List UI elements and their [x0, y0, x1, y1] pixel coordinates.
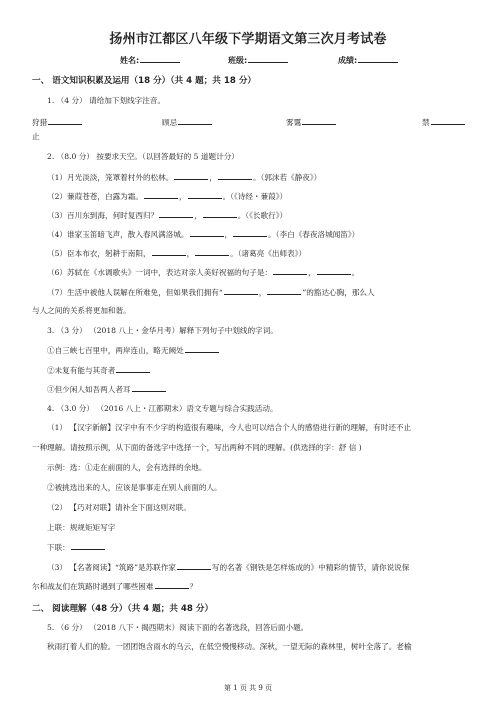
q1-stem: 1. （4 分） 请给加下划线字注音。 — [47, 96, 166, 105]
section-1-heading: 一、 语文知识积累及运用（18 分）（共 4 题；共 18 分） — [32, 76, 257, 86]
q1-item-2: 顾忌 — [162, 117, 213, 128]
score-blank[interactable] — [358, 55, 398, 63]
q4-upper-couplet: 上联：规规矩矩写字 — [47, 523, 116, 532]
q1-item-3: 雾霭 — [286, 117, 337, 128]
q4-part1-a: （1） 【汉字新解】汉字中有不少字的构造很有趣味，今人也可以结合个人的感悟进行新的理解，有时还不止 — [47, 423, 412, 432]
q4-part2: （2） 【巧对对联】请补全下面这则对联。 — [47, 503, 191, 512]
q4-lower-couplet: 下联： — [47, 542, 106, 553]
q2-line-2: （2）蒹葭苍苍，白露为霜。 ， 。（《诗经・蒹葭》） — [47, 192, 288, 201]
q4-part3-a: （3） 【名著阅读】“筑路”是苏联作家 写的名著《钢铁是怎样炼成的》中精彩的情节，请你说说保 — [47, 563, 410, 572]
name-blank[interactable] — [140, 55, 180, 63]
q3-item-c: ③但少闲人如吾两人者耳 — [47, 384, 167, 395]
q4-example-2: ②被挑选出来的人，应该是事事走在别人前面的人。 — [47, 483, 222, 492]
page-footer: 第 1 页 共 9 页 — [223, 684, 273, 692]
q3-item-b: ②未复有能与其奇者 — [47, 365, 151, 376]
q2-line-7-cont: 与人之间的关系将更加和谐。 — [32, 306, 131, 315]
q4-part1-b: 一种理解。请按照示例，从下面的备选字中选择一个，写出两种不同的理解。(供选择的字：舒 信 ) — [32, 443, 362, 452]
q3-item-a: ①自三峡七百里中，两岸连山，略无阙处 — [47, 345, 220, 356]
q2-line-6: （6）苏轼在《水调歌头》一词中，表达对亲人美好祝福的句子是： ， 。 — [47, 268, 360, 277]
q1-item-4: 禁 — [422, 117, 466, 128]
q2-line-3: （3）百川东到海，何时复西归？ ， 。（《长歌行》） — [47, 211, 288, 220]
score-field[interactable] — [338, 55, 399, 66]
q4-part3-b: 尔和战友们在筑路时遇到了哪些困难 ？ — [32, 582, 198, 591]
q2-line-1: （1）月光淡淡，笼罩着村外的松林。 ， 。（郭沫若《静夜》） — [47, 173, 322, 182]
class-field[interactable] — [228, 55, 289, 66]
q5-stem: 5. （6 分） （2018 八下・揭西期末）阅读下面的名著选段，回答后面小题。 — [47, 623, 309, 632]
q2-line-4: （4）谁家玉笛暗飞声，散入春风满洛城。 ， 。（李白《春夜洛城闻笛》） — [47, 230, 360, 239]
q4-stem: 4. （3.0 分） （2016 八上・江都期末）语文专题与综合实践活动。 — [47, 404, 278, 413]
q5-passage: 秋雨打着人们的脸。一团团饱含雨水的乌云，在低空慢慢移动。深秋，一望无际的森林里，树叶全落了。老榆 — [47, 642, 412, 651]
section-2-heading: 二、 阅读理解（48 分）（共 4 题；共 48 分） — [32, 604, 214, 614]
q4-example-1: 示例：选：①走在前面的人，会有选择的余地。 — [47, 463, 207, 472]
q1-tail: 止 — [32, 132, 40, 141]
page-title: 扬州市江都区八年级下学期语文第三次月考试卷 — [109, 32, 387, 47]
class-label: 班级: — [228, 56, 248, 65]
q2-line-5: （5）臣本布衣，躬耕于南阳， ， 。（诸葛亮《出师表》） — [47, 249, 307, 258]
q1-item-1: 狩猎 — [32, 117, 83, 128]
q3-stem: 3. （3 分） （2018 八上・金华月考）解释下列句子中划线的字词。 — [47, 326, 278, 335]
q2-line-7: （7）生活中被他人误解在所难免，但如果我们拥有“ ， ”的豁达心胸，那么人 — [47, 288, 375, 297]
name-field[interactable] — [120, 55, 181, 66]
name-label: 姓名: — [120, 56, 140, 65]
score-label: 成绩: — [338, 56, 358, 65]
class-blank[interactable] — [248, 55, 288, 63]
q2-stem: 2. （8.0 分） 按要求天空。（以回答最好的 5 道题计分） — [47, 152, 239, 161]
